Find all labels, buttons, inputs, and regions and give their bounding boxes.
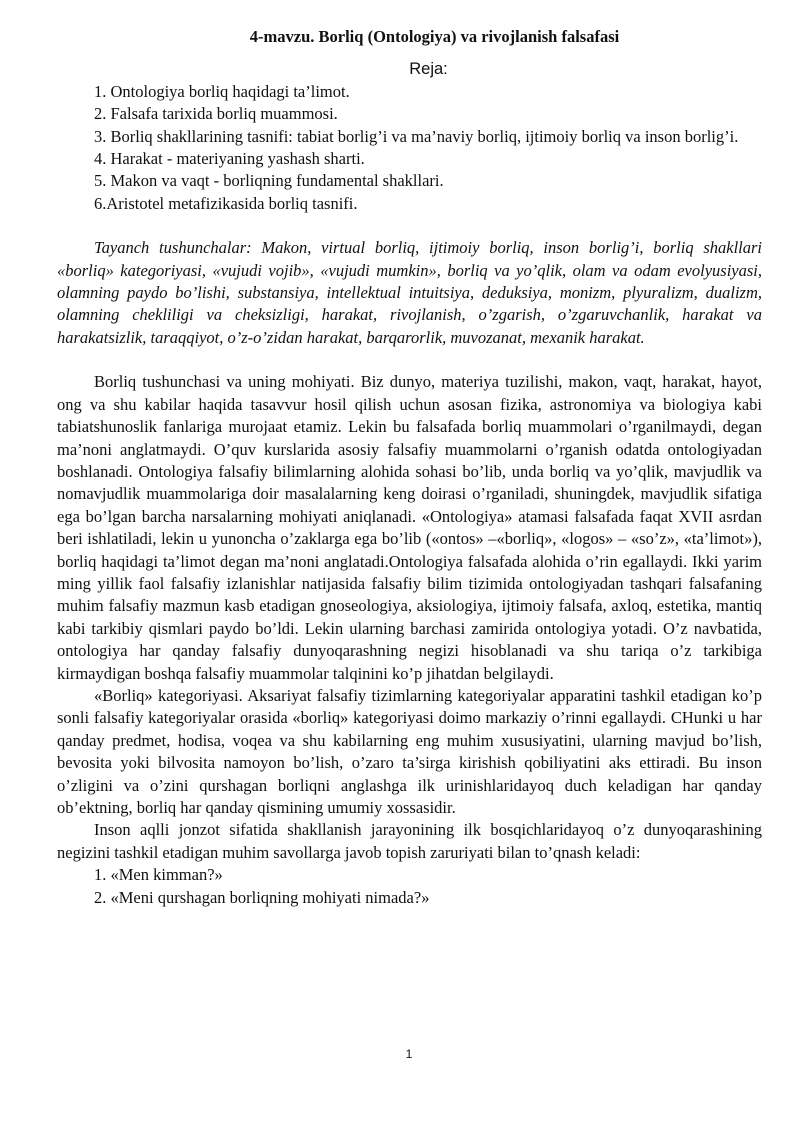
plan-item: 3. Borliq shakllarining tasnifi: tabiat borlig’i va ma’naviy borliq, ijtimoiy borliq va inson borlig’i. xyxy=(94,126,739,146)
page-title: 4-mavzu. Borliq (Ontologiya) va rivojlanish falsafasi xyxy=(249,27,620,46)
plan-item: 4. Harakat - materiyaning yashash sharti. xyxy=(94,149,365,169)
plan-item: 1. Ontologiya borliq haqidagi ta’limot. xyxy=(94,81,350,101)
key-concepts-paragraph: Tayanch tushunchalar: Makon, virtual borliq, ijtimoiy borliq, inson borlig’i, borliq shakllari «borliq» kategoriyasi, «vujudi vojib», «vujudi mumkin», borliq va yo’qlik, olam va odam evolyusiyasi, olamning paydo bo’lishi, substansiya, intellektual intuitsiya, deduksiya, monizm, plyuralizm, dualizm, olamning chekliligi va cheksizligi, harakat, rivojlanish, o’zgarish, o’zgaruvchanlik, harakat va harakatsizlik, taraqqiyot, o’z-o’zidan harakat, barqarorlik, muvozanat, mexanik harakat. xyxy=(57,238,762,347)
plan-item: 5. Makon va vaqt - borliqning fundamental shakllari. xyxy=(94,171,444,191)
document-page xyxy=(57,26,762,909)
plan-item: 6.Aristotel metafizikasida borliq tasnifi. xyxy=(94,193,358,213)
body-paragraph: Borliq tushunchasi va uning mohiyati. Biz dunyo, materiya tuzilishi, makon, vaqt, harakat, hayot, ong va shu kabilar haqida tasavvur hosil qilish uchun asosan fizika, astronomiya va biologiya kabi tabiatshunoslik fanlariga murojaat etamiz. Lekin bu falsafada borliq muammolari o’rganilmaydi, degan ma’noni anglatmaydi. O’quv kurslarida asosiy falsafiy muammolarni o’rganish odatda ontologiyadan boshlanadi. Ontologiya falsafiy bilimlarning alohida sohasi bo’lib, unda borliq va yo’qlik, mavjudlik va nomavjudlik muammolariga doir masalalarning keng doirasi o’rganiladi, shuningdek, mavjudlik sifatiga ega bo’lgan barcha narsalarning mohiyati aniqlanadi. «Ontologiya» atamasi falsafada faqat XVII asrdan beri ishlatiladi, lekin u yunoncha o’zaklarga ega bo’lib («ontos» –«borliq», «logos» – «so’z», «ta’limot»), borliq haqidagi ta’limot degan ma’noni anglatadi.Ontologiya falsafada alohida o’rin egallaydi. Ikki yarim ming yillik faol falsafiy izlanishlar natijasida falsafiy bilim tizimida ontologiyadan tashqari falsafaning muhim falsafiy mazmun kasb etadigan gnoseologiya, aksiologiya, ijtimoiy falsafa, axloq, estetika, mantiq kabi tarkibiy qismlari paydo bo’ldi. Lekin ularning barchasi zamirida ontologiya yotadi. O’z navbatida, ontologiya har qanday falsafiy dunyoqarashning negizi hisoblanadi va shu tariqa o’z tarkibiga kirmaydigan boshqa falsafiy muammolar talqinini ko’p jihatdan belgilaydi. xyxy=(57,372,762,683)
question-item: 2. «Meni qurshagan borliqning mohiyati nimada?» xyxy=(94,887,430,907)
plan-heading: Reja: xyxy=(409,60,448,79)
plan-list xyxy=(57,81,762,215)
page-number: 1 xyxy=(405,1047,413,1061)
plan-item: 2. Falsafa tarixida borliq muammosi. xyxy=(94,104,338,124)
body-paragraph: Inson aqlli jonzot sifatida shakllanish jarayonining ilk bosqichlaridayoq o’z dunyoqarashining negizini tashkil etadigan muhim savollarga javob topish zaruriyati bilan to’qnash keladi: xyxy=(57,820,762,862)
body-paragraph: «Borliq» kategoriyasi. Aksariyat falsafiy tizimlarning kategoriyalar apparatini tashkil etadigan ko’p sonli falsafiy kategoriyalar orasida «borliq» kategoriyasi doimo markaziy o’rinni egallaydi. CHunki u har qanday predmet, hodisa, voqea va shu kabilarning eng muhim xususiyatini, ularning mavjud bo’lish, bevosita yoki bilvosita namoyon bo’lish, o’zaro ta’sirga kirishish qobiliyatini aks ettiradi. Bu inson o’zligini va o’zini qurshagan borliqni anglashga ilk urinishlaridayoq duch keladigan har qanday ob’ektning, borliq har qanday qismining umumiy xossasidir. xyxy=(57,685,762,817)
question-item: 1. «Men kimman?» xyxy=(94,865,223,885)
question-list xyxy=(57,864,762,909)
